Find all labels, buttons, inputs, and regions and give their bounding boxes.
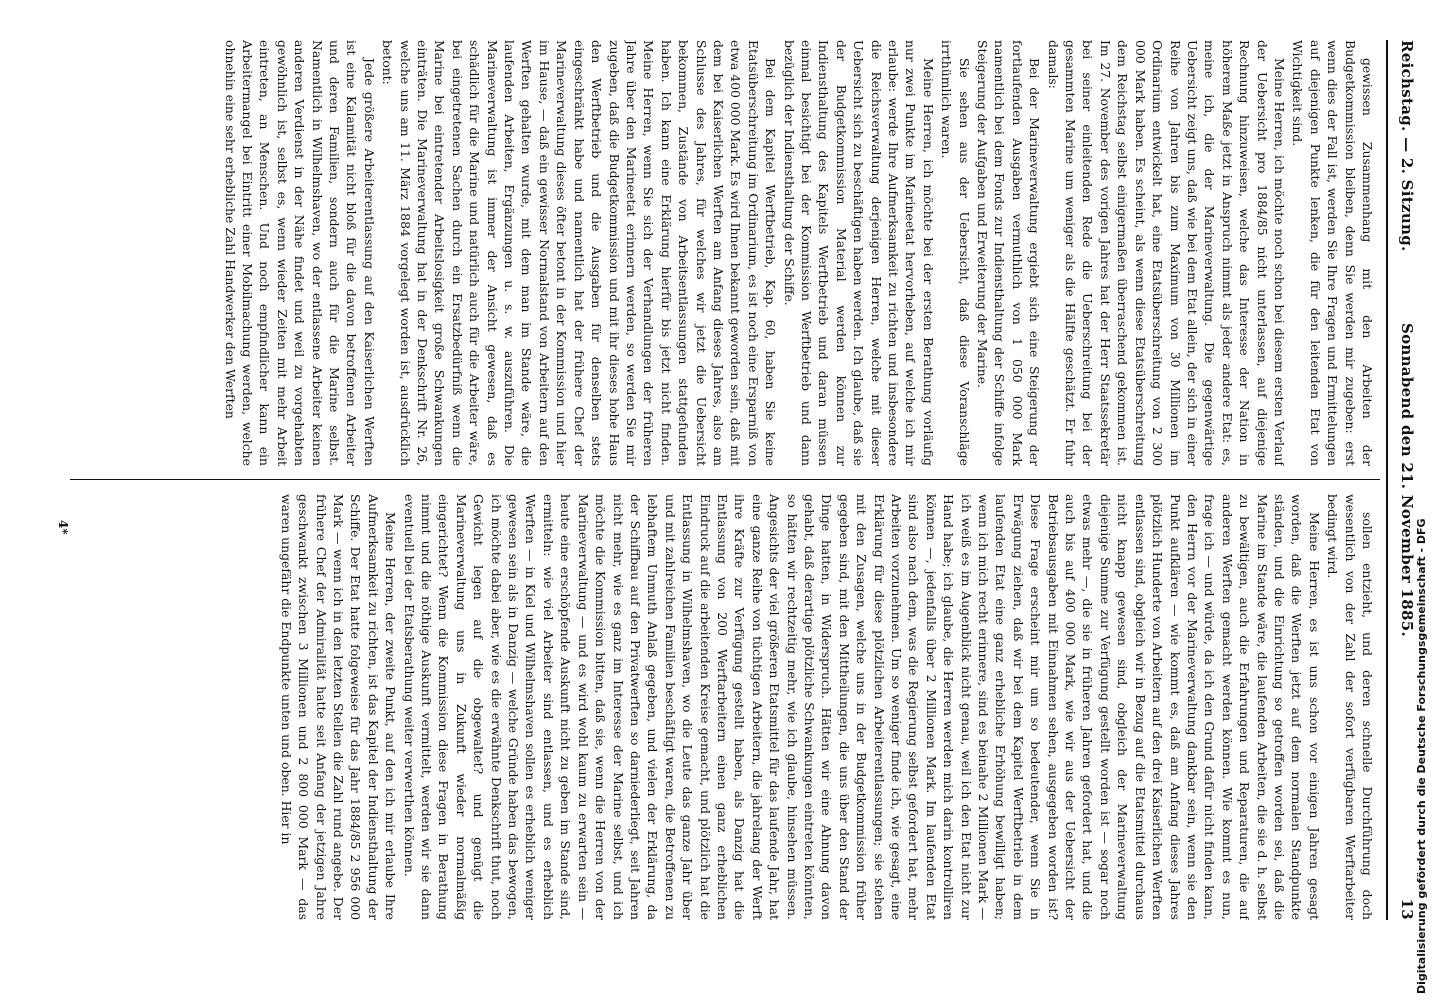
- column-divider: [70, 479, 1380, 480]
- paragraph: gewissen Zusammenhang mit den Arbeiten der Budgetkommission bleiben, denn Sie werden mir zugeben: erst wenn dies der Fall ist, werden Sie Ihre Fragen und Ermittelungen auf diejenigen Punkte lenken, die für den leitenden Etat von Wichtigkeit sind.: [1290, 40, 1375, 466]
- paragraph: Meine Herren, ich möchte bei der ersten Berathung vorläufig nur zwei Punkte im Marineetat hervorheben, auf welche ich mir erlaube: werde Ihre Aufmerksamkeit zu richten und insbesondere die Reichsverwaltung derjenigen Herren, welche mit dieser Uebersicht sich zu beschäftigen haben werden. Ich glaube, daß sie der Budgetkommission Material werden können zur Indiensthaltung des Kapitels Werftbetrieb und daran müssen einmal besichtigt bei der Kommission Werftbetrieb und dann bezüglich der Indiensthaltung der Schiffe.: [781, 40, 936, 466]
- page-number: 13: [1398, 898, 1416, 920]
- text-column-left: [76, 40, 1376, 466]
- header-date: Sonnabend den 21. November 1885.: [1398, 322, 1416, 638]
- dfg-margin-note: Digitalisierung gefördert durch die Deutsche Forschungsgemeinschaft - DFG: [1415, 518, 1428, 994]
- paragraph: Meine Herren, der zweite Punkt, auf den ich mir erlaube Ihre Aufmerksamkeit zu richten, ist das Kapitel der Indiensthaltung der Schiffe. Der Etat hatte folgeweise für das Jahr 1884/85 2 956 000 Mark — wenn ich in den letzten Stellen die Zahl rund angebe. Der frühere Chef der Admiralität hatte seit Anfang der jetzigen Jahre geschwankt zwischen 3 Millionen und 2 800 000 Mark — das waren ungefähr die Endpunkte unten und oben. Hier in: [278, 494, 399, 920]
- text-column-right: [76, 494, 1376, 920]
- quotation: Bei der Marineverwaltung ergiebt sich eine Steigerung der fortlaufenden Ausgaben vermuthlich von 1 050 000 Mark namentlich bei dem Fonds zur Indiensthaltung der Schiffe infolge Steigerung der Aufgaben und Erweiterung der Marine.: [975, 40, 1043, 466]
- paragraph: Meine Herren, ich möchte noch schon bei diesem ersten Verlauf der Uebersicht pro 1884/85 nicht unterlassen, auf diejenige Rechnung hinzuweisen, welche das Interesse der Nation in höherem Maße jetzt in Anspruch nimmt als jeder andere Etat: es, meine ich, die der Marineverwaltung. Die gegenwärtige Uebersicht zeigt uns, daß wie bei dem Etat allein, der sich in einer Reihe von Jahren bis zum Maximum von 30 Millionen im Ordinarium entwickelt hat, eine Etatsüberschreitung von 2 300 000 Mark haben. Es scheint, als wenn diese Etatsüberschreitung dem Reichstag selbst einigermaßen überraschend gekommen ist. Im 27. November des vorigen Jahres hat der Herr Staatssekretär bei seiner einleitenden Rede die Ueberschreitung bei der gesammten Marine um weniger als die Hälfte geschätzt. Er fuhr damals:: [1045, 40, 1287, 466]
- header-rule: [1386, 40, 1388, 920]
- header-session: Reichstag. — 2. Sitzung.: [1398, 40, 1416, 252]
- quotation: Jede größere Arbeiterentlassung auf den Kaiserlichen Werften ist eine Kalamität nicht bloß für die davon betroffenen Arbeiter und deren Familien, sondern auch für die Marine selbst. Namentlich in Wilhelmshaven, wo der entlassene Arbeiter keinen anderen Verdienst in der Nähe findet und weil zu vorgehabten gewöhnlich ist, selbst es, wenn wieder Zeiten mit mehr Arbeit eintreten, an Menschen. Und noch empfindlicher kann ein Arbeitermangel bei Eintritt einer Mobilmachung werden, welche ohnehin eine sehr erhebliche Zahl Handwerker den Werften: [222, 40, 377, 466]
- paragraph: Sie sehen aus der Uebersicht, daß diese Voranschläge irrthümlich waren.: [939, 40, 972, 466]
- paragraph: Meine Herren, es ist uns schon vor einigen Jahren gesagt worden, daß die Werften jetzt auf dem normalen Standpunkte ständen, und die Einrichtung so getroffen worden sei, daß die Marine im Stande wäre, die laufenden Arbeiten, die sie d. h. selbst zu bewältigen, auch die Erfahrungen und Reparaturen, die auf anderen Werften gemacht werden können. Wie kommt es nun, frage ich — und würde, da ich den Grund dafür nicht finden kann, den Herrn vor der Marineverwaltung dankbar sein, wenn sie den Punkt aufklären — wie kommt es, daß am Anfang dieses Jahres plötzlich Hunderte von Arbeitern auf den drei Kaiserlichen Werften entlassen sind, obgleich wir in Bezug auf die Etatsmittel durchaus nicht knapp gewesen sind, obgleich der Marineverwaltung diejenige Summe zur Verfügung gestellt worden ist — sogar noch etwas mehr —, die sie in früheren Jahren gefordert hat, und die auch bis auf 400 000 Mark, wie wir aus der Uebersicht der Betriebsausgaben mit Einnahmen sehen, ausgegeben worden ist? Diese Frage erscheint mir um so bedeutender, wenn Sie in Erwägung ziehen, daß wir bei dem Kapitel Werftbetrieb in dem laufenden Etat eine ganz erhebliche Erhöhung bewilligt haben; wenn ich mich recht erinnere, sind es beinahe 2 Millionen Mark — ich weiß es im Augenblick nicht genau, weil ich den Etat nicht zur Hand habe; ich glaube, die Herren werden mich darin kontrolliren können —, jedenfalls über 2 Millionen Mark. Im laufenden Etat sind also nach dem, was die Regierung selbst gefordert hat, mehr Arbeiten vorzunehmen. Um so weniger finde ich, wie gesagt, eine Erklärung für diese plötzlichen Arbeiterentlassungen; sie stehen mit den Zusagen, welche uns in der Budgetkommission früher gegeben sind, mit den Mittheilungen, die uns über den Stand der Dinge hatten, in Widerspruch. Hätten wir eine Ahnung davon gehabt, daß derartige plötzliche Schwankungen eintreten könnten, so hätten wir rechtzeitig mehr, wie ich glaube, hinsehen müssen. Angesichts der viel größeren Etatsmittel für das laufende Jahr, hat eine ganze Reihe von tüchtigen Arbeitern, die jahrelang der Werft ihre Kräfte zur Verfügung gestellt haben, als Danzig hat die Entlassung von 200 Werftarbeitern einen ganz erheblichen Eindruck auf die arbeitenden Kreise gemacht, und plötzlich hat die Entlassung in Wilhelmshaven, wo die Leute das ganze Jahr über und mit zahlreichen Familien beschäftigt waren, die Betroffenen zu lebhaftem Unmuth Anlaß gegeben, und vielen der Erklärung, da der Schiffbau auf den Privatwerften so darniederliegt, seit Jahren nicht mehr, wie es ganz im Interesse der Marine selbst, und ich möchte die Kommission bitten, daß sie, wenn die Herren von der Marineverwaltung — und es wird wohl kaum zu erwarten sein — heute eine erschöpfende Auskunft nicht zu geben im Stande sind, ermitteln: wie viel Arbeiter sind entlassen, und es erheblich Werften — in Kiel und Wilhelmshaven sollen es erheblich weniger gewesen sein als in Danzig — welche Gründe haben das bewogen, ich möchte dabei aber, wie es die erwähnte Denkschrift thut, noch Gewicht legen auf die obgewaltet? und genügt die Marineverwaltung uns in Zukunft wieder normalmäßig eingerichtet? Wenn die Kommission diese Fragen in Berathung nimmt und die nöthige Auskunft vermittelt, werden wir sie dann eventuell bei der Etatsberathung weiter verwerthen können.: [401, 494, 1322, 920]
- paragraph: sollen entzieht, und deren schnelle Durchführung doch wesentlich von der Zahl der sofort verfügbaren Werftarbeiter bedingt wird.: [1325, 494, 1375, 920]
- paragraph: Bei dem Kapitel Werftbetrieb, Kap. 60, haben Sie keine Etatsüberschreitung im Ordinarium, es ist noch eine Ersparniß von etwa 400 000 Mark. Es wird Ihnen bekannt geworden sein, daß mit dem bei Kaiserlichen Werften am Anfang dieses Jahres, also am Schlusse des Jahres, für welches wir jetzt die Uebersicht bekommen, Zustände von Arbeitsentlassungen stattgefunden haben. Ich kann eine Erklärung hierfür bis jetzt nicht finden. Meine Herren, wenn Sie sich der Verhandlungen der früheren Jahre über den Marineetat erinnern werden, so werden Sie mir zugeben, daß die Budgetkommission und mit ihr dieses hohe Haus den Werftbetrieb und die Ausgaben für denselben stets eingeschränkt habe und namentlich hat der frühere Chef der Marineverwaltung dieses öfter betont in der Kommission und hier im Hause, — daß ein gewisser Normalstand von Arbeitern auf den Werften gehalten wurde, mit dem man im Stande wäre, die laufenden Arbeiten, Ergänzungen u. s. w. auszuführen. Die Marineverwaltung ist immer der Ansicht gewesen, daß es schädlich für die Marine und natürlich auch für die Arbeiter wäre, bei eingetretenen Sachen durch ein Ersatzbedürfniß wenn die Marine bei eintretender Arbeitslosigkeit große Schwankungen einträten. Die Marineverwaltung hat in der Denkschrift Nr. 26, welche uns am 11. März 1884 vorgelegt worden ist, ausdrücklich betont:: [380, 40, 779, 466]
- signature-mark: 4*: [56, 520, 70, 535]
